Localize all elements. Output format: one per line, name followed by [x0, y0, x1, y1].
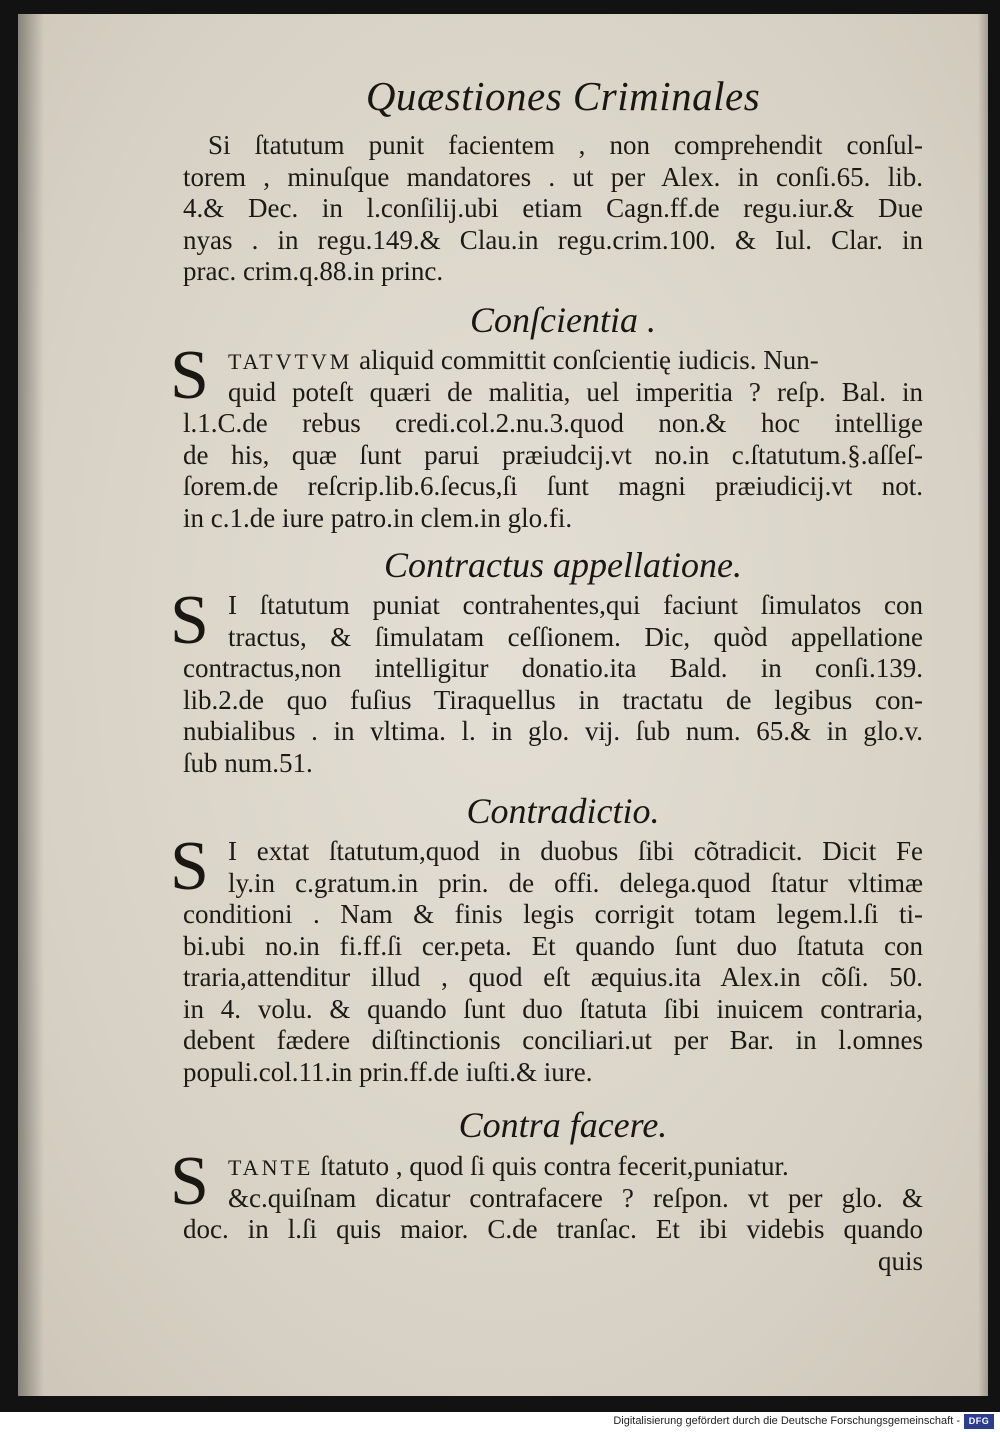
section-heading-contractus: Contractus appellatione. [384, 545, 742, 585]
text-line: TATVTVM aliquid committit conſcientię iudicis. Nun- [228, 345, 819, 375]
paragraph-statutum-punit [183, 130, 923, 288]
paragraph-contra-facere [183, 1151, 923, 1277]
text-line: lib.2.de quo fuſius Tiraquellus in tractatu de legibus con- [183, 684, 923, 715]
text-line: &c.quiſnam dicatur contrafacere ? reſpon. vt per glo. & [228, 1182, 923, 1213]
text-line: I ſtatutum puniat contrahentes,qui faciunt ſimulatos con [228, 590, 923, 620]
digitization-footer [0, 1412, 1000, 1432]
paragraph-contractus [183, 590, 923, 779]
text-line: contractus,non intelligitur donatio.ita Bald. in conſi.139. [183, 653, 923, 683]
text-line: conditioni . Nam & finis legis corrigit totam legem.l.ſi ti- [183, 899, 923, 929]
text-line: populi.col.11.in prin.ff.de iuſti.& iure. [183, 1056, 593, 1087]
running-head: Quæstiones Criminales [365, 73, 761, 119]
text-line: I extat ſtatutum,quod in duobus ſibi cõtradicit. Dicit Fe [228, 836, 923, 866]
text-line: ly.in c.gratum.in prin. de offi. delega.quod ſtatur vltimæ [228, 867, 923, 898]
section-heading-conscientia: Conſcientia . [470, 300, 656, 340]
text-line: nyas . in regu.149.& Clau.in regu.crim.100. & Iul. Clar. in [183, 224, 923, 255]
text-line: bi.ubi no.in fi.ff.ſi cer.peta. Et quando ſunt duo ſtatuta con [183, 930, 923, 961]
text-line: TANTE ſtatuto , quod ſi quis contra fecerit,puniatur. [228, 1151, 789, 1181]
section-heading-contra-facere: Contra facere. [458, 1105, 668, 1145]
text-line: doc. in l.ſi quis maior. C.de tranſac. Et ibi videbis quando [183, 1214, 923, 1244]
section-heading-contradictio: Contradictio. [466, 791, 660, 831]
paragraph-conscientia [183, 345, 923, 534]
drop-initial: S [170, 828, 209, 905]
text-line: de his, quæ ſunt parui præiudcij.vt no.in c.ſtatutum.§.aſſeſ- [183, 439, 923, 470]
text-line: ſorem.de reſcrip.lib.6.ſecus,ſi ſunt magni præiudicij.vt not. [183, 471, 923, 501]
text-line: in c.1.de iure patro.in clem.in glo.fi. [183, 502, 573, 533]
drop-initial: S [170, 582, 209, 659]
text-line: tractus, & ſimulatam ceſſionem. Dic, quòd appellatione [228, 621, 923, 652]
small-caps-word: TANTE [228, 1155, 314, 1180]
text-line: l.1.C.de rebus credi.col.2.nu.3.quod non.& hoc intellige [183, 408, 923, 438]
drop-initial: S [170, 337, 209, 414]
text-line: quid poteſt quæri de malitia, uel imperitia ? reſp. Bal. in [228, 376, 923, 407]
text-line: traria,attenditur illud , quod eſt æquius.ita Alex.in cõſi. 50. [183, 962, 923, 992]
text-line: in 4. volu. & quando ſunt duo ſtatuta ſibi inuicem contraria, [183, 993, 923, 1024]
dfg-logo[interactable]: DFG [964, 1414, 994, 1429]
paragraph-contradictio [183, 836, 923, 1088]
text-line: nubialibus . in vltima. l. in glo. vij. ſub num. 65.& in glo.v. [183, 716, 923, 746]
footer-credit: Digitalisierung gefördert durch die Deutsche Forschungsgemeinschaft - [613, 1415, 960, 1427]
book-page [18, 14, 988, 1396]
text-line: prac. crim.q.88.in princ. [183, 256, 444, 286]
text-line: Si ſtatutum punit facientem , non comprehendit conſul- [208, 130, 923, 160]
gutter-shadow [18, 14, 44, 1396]
page-edge [978, 14, 988, 1396]
text-line: ſub num.51. [183, 747, 313, 778]
drop-initial: S [170, 1143, 209, 1220]
small-caps-word: TATVTVM [228, 349, 353, 374]
text-line: debent fædere diſtinctionis conciliari.ut per Bar. in l.omnes [183, 1025, 923, 1055]
text-line: torem , minuſque mandatores . ut per Alex. in conſi.65. lib. [183, 161, 923, 192]
text-line: 4.& Dec. in l.conſilij.ubi etiam Cagn.ff.de regu.iur.& Due [183, 193, 923, 223]
catchword: quis [877, 1245, 923, 1276]
